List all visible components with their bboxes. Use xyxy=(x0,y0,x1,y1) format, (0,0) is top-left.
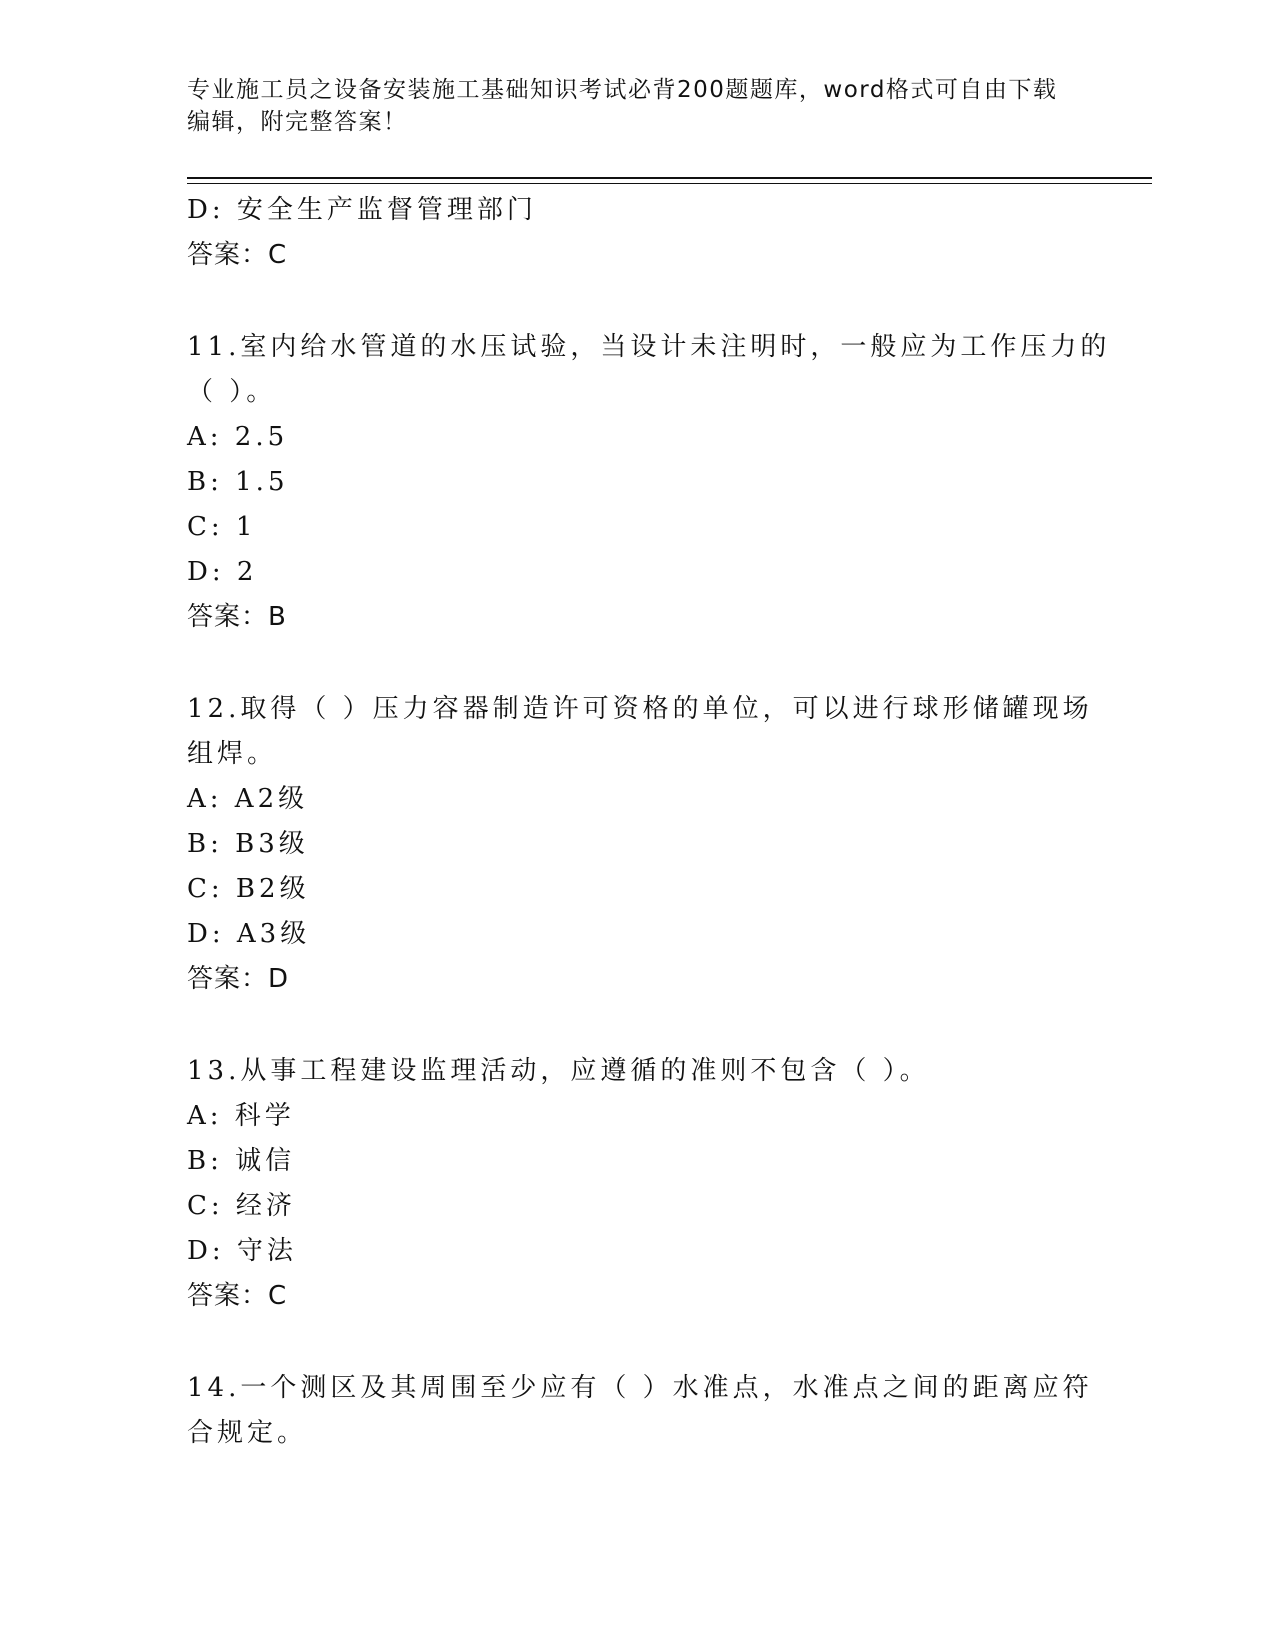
answer: 答案：D xyxy=(187,964,290,994)
option-a: A: 2.5 xyxy=(187,422,289,452)
option-a: A: 科学 xyxy=(187,1101,295,1131)
option-d: D: 2 xyxy=(187,557,258,587)
option-b: B: B3级 xyxy=(187,829,309,859)
question-13 xyxy=(187,1049,1087,1319)
question-12 xyxy=(187,687,1093,1002)
question-stem: 12.取得（ ）压力容器制造许可资格的单位，可以进行球形储罐现场 xyxy=(187,694,1093,724)
option-b: B: 诚信 xyxy=(187,1146,296,1176)
question-stem-cont: （ ）。 xyxy=(187,377,277,407)
header-divider-thin xyxy=(187,183,1152,184)
option-d: D: 守法 xyxy=(187,1236,297,1266)
answer: 答案：B xyxy=(187,602,287,632)
question-stem: 13.从事工程建设监理活动，应遵循的准则不包含（ ）。 xyxy=(187,1056,930,1086)
question-14 xyxy=(187,1366,1093,1456)
answer: 答案：C xyxy=(187,240,288,270)
option-d: D: 安全生产监督管理部门 xyxy=(187,195,537,225)
option-c: C: 经济 xyxy=(187,1191,296,1221)
question-stem: 14.一个测区及其周围至少应有（ ）水准点，水准点之间的距离应符 xyxy=(187,1373,1093,1403)
question-stem: 11.室内给水管道的水压试验，当设计未注明时，一般应为工作压力的 xyxy=(187,332,1111,362)
answer: 答案：C xyxy=(187,1281,288,1311)
spacer xyxy=(187,640,1087,687)
spacer xyxy=(187,1002,1087,1049)
document-body xyxy=(187,188,1111,1456)
option-d: D: A3级 xyxy=(187,919,311,949)
option-c: C: B2级 xyxy=(187,874,310,904)
header-divider-thick xyxy=(187,177,1152,179)
question-11 xyxy=(187,325,1111,640)
spacer xyxy=(187,1319,1087,1366)
document-header xyxy=(187,74,1067,138)
option-c: C: 1 xyxy=(187,512,257,542)
header-line-2: 编辑，附完整答案！ xyxy=(187,109,408,135)
header-line-1: 专业施工员之设备安装施工基础知识考试必背200题题库，word格式可自由下载 xyxy=(187,77,1058,103)
spacer xyxy=(187,278,1087,325)
option-a: A: A2级 xyxy=(187,784,309,814)
option-b: B: 1.5 xyxy=(187,467,289,497)
question-stem-cont: 组焊。 xyxy=(187,739,278,769)
question-stem-cont: 合规定。 xyxy=(187,1418,308,1448)
